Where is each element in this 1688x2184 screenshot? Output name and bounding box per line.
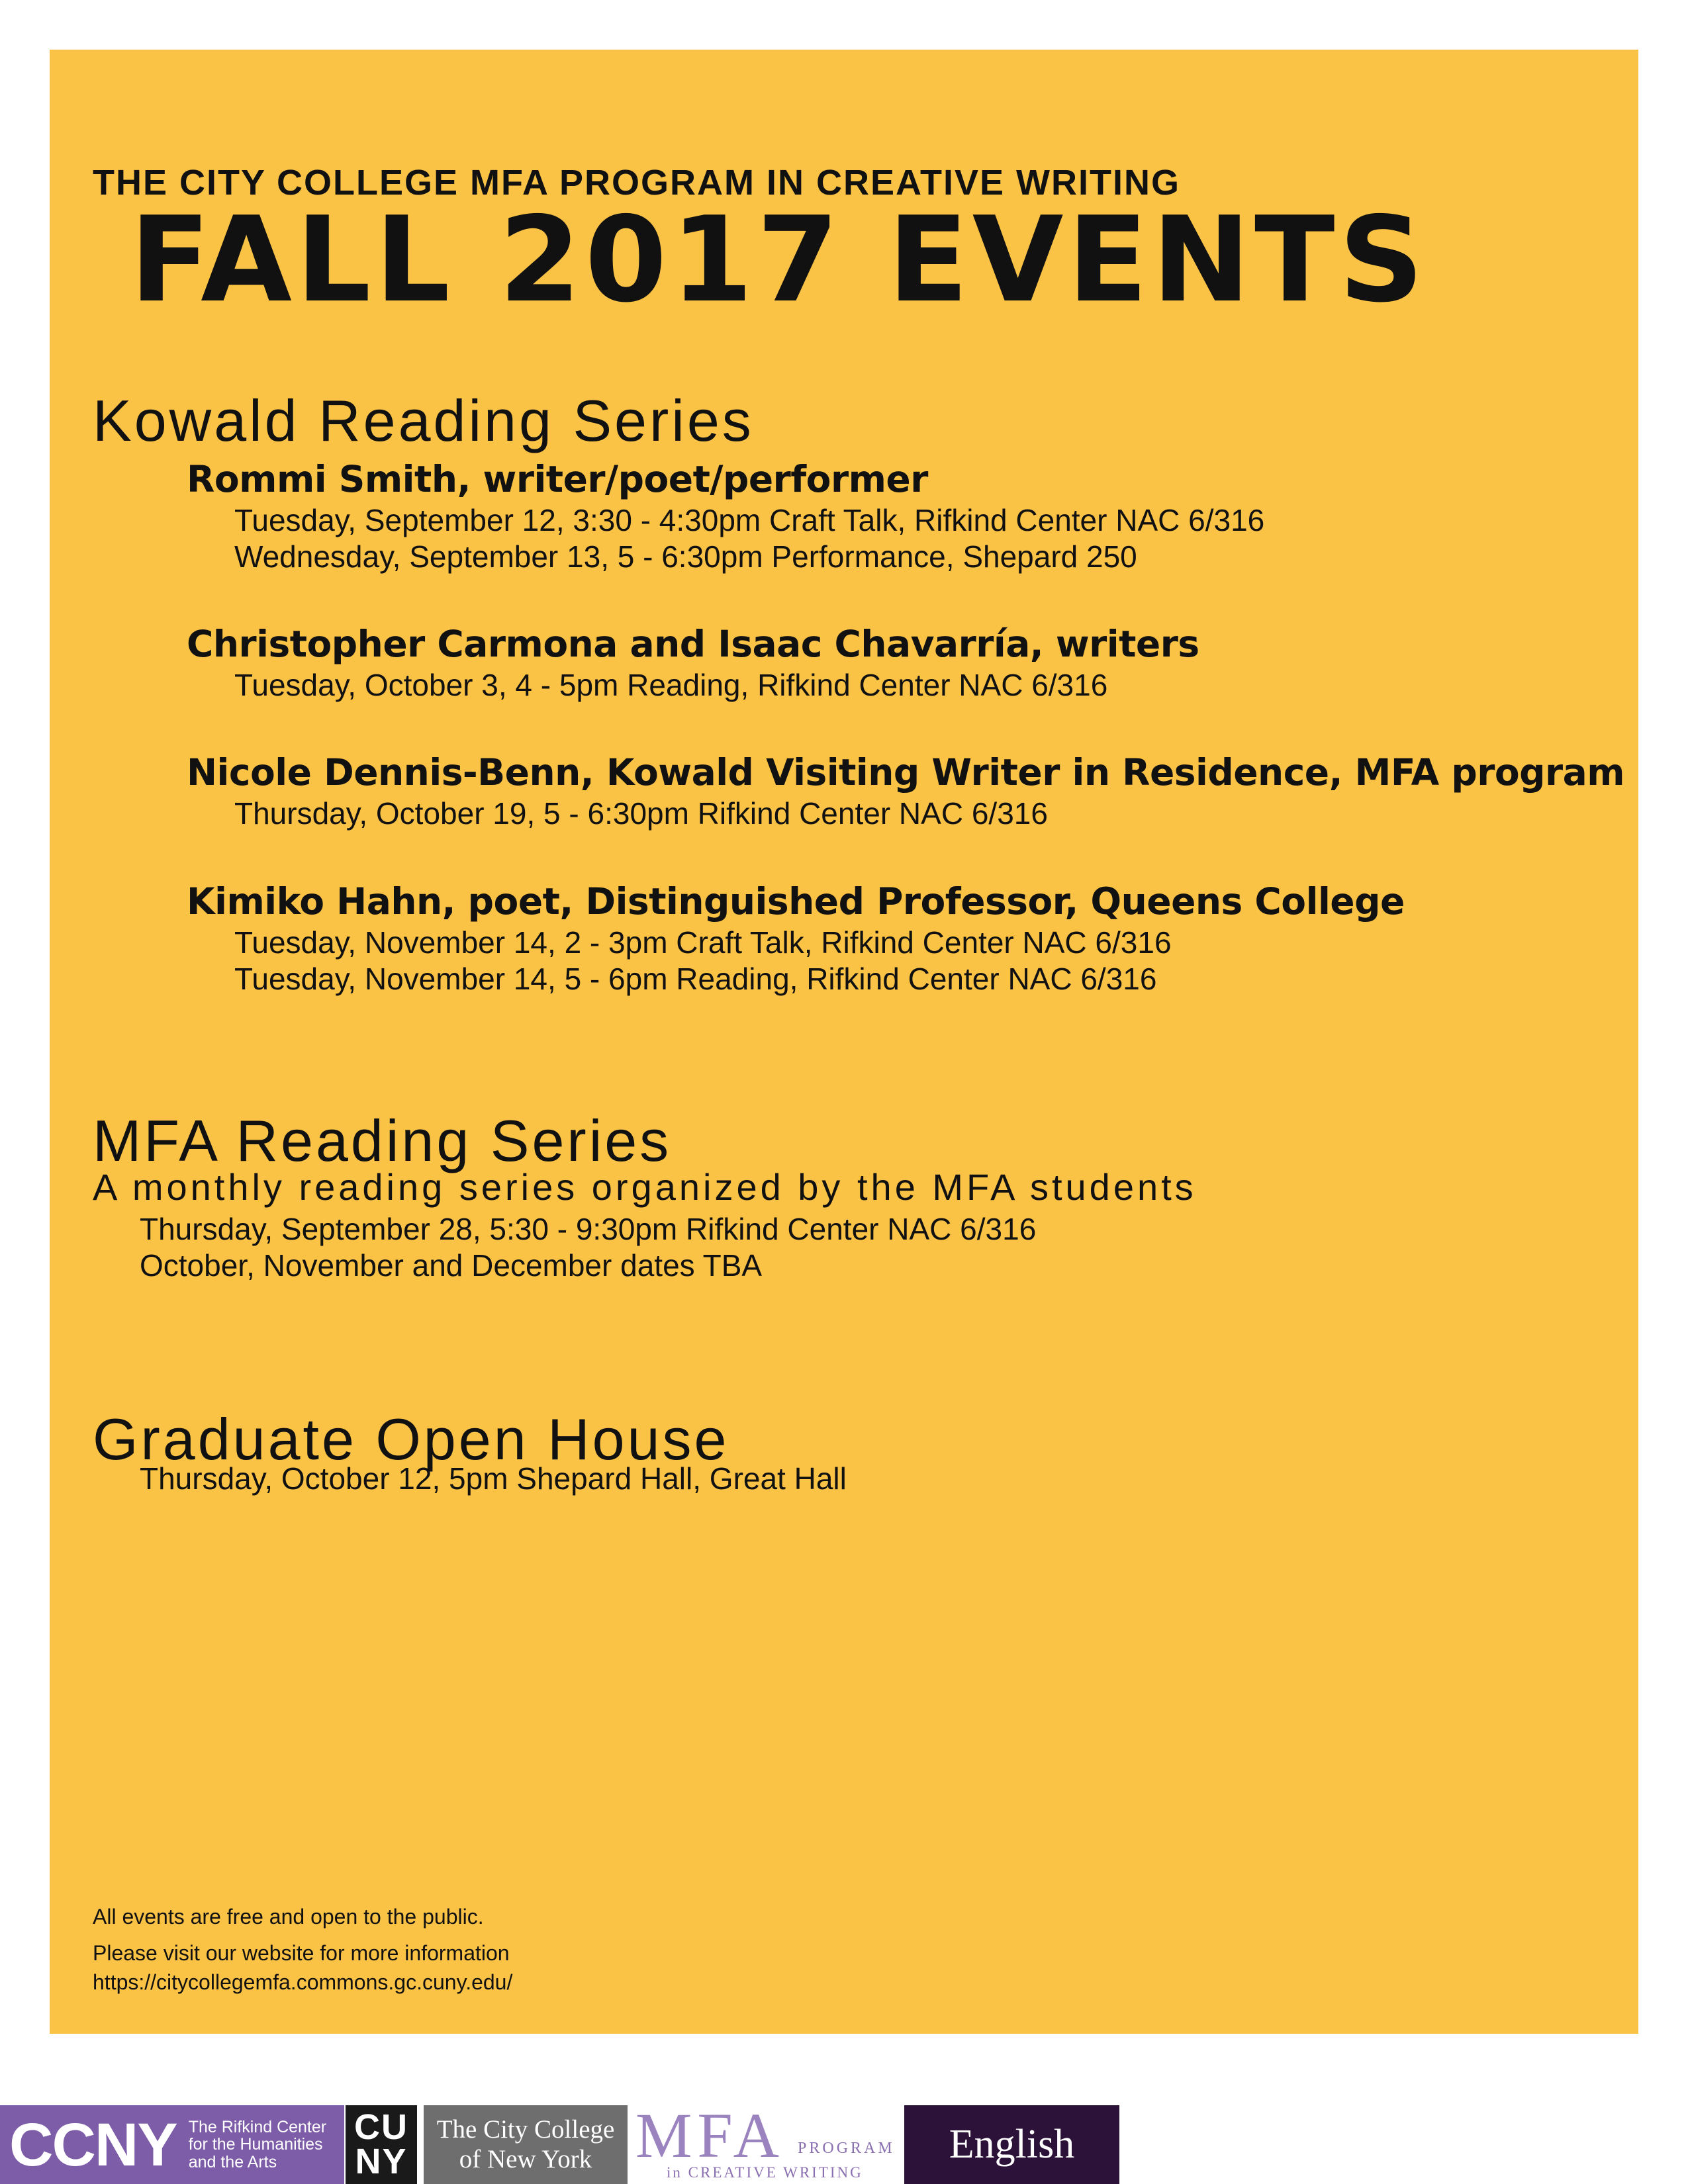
event-line: Wednesday, September 13, 5 - 6:30pm Performance, Shepard 250 xyxy=(234,539,1137,574)
english-dept-logo xyxy=(904,2105,1119,2184)
city-college-logo xyxy=(424,2105,628,2184)
mfa-creative-writing-label: in CREATIVE WRITING xyxy=(667,2164,863,2181)
free-note: All events are free and open to the public. xyxy=(93,1905,484,1929)
event-name-hahn: Kimiko Hahn, poet, Distinguished Professor, Queens College xyxy=(187,880,1405,923)
mfa-wordmark: MFA xyxy=(635,2105,784,2171)
event-line: Tuesday, September 12, 3:30 - 4:30pm Craft Talk, Rifkind Center NAC 6/316 xyxy=(234,503,1265,537)
open-house-title: Graduate Open House xyxy=(93,1406,729,1472)
event-line: Thursday, October 19, 5 - 6:30pm Rifkind Center NAC 6/316 xyxy=(234,796,1048,831)
visit-note: Please visit our website for more information xyxy=(93,1941,510,1965)
event-line: Tuesday, November 14, 2 - 3pm Craft Talk, Rifkind Center NAC 6/316 xyxy=(234,925,1172,960)
ccny-wordmark: CCNY xyxy=(9,2111,177,2179)
event-line: October, November and December dates TBA xyxy=(140,1248,763,1283)
event-line: Tuesday, October 3, 4 - 5pm Reading, Rifkind Center NAC 6/316 xyxy=(234,668,1108,702)
mfa-series-subtitle: A monthly reading series organized by the MFA students xyxy=(93,1166,1197,1208)
website-link[interactable]: https://citycollegemfa.commons.gc.cuny.edu/ xyxy=(93,1970,513,1994)
event-line: Thursday, October 12, 5pm Shepard Hall, Great Hall xyxy=(140,1461,847,1496)
city-college-line-2: of New York xyxy=(459,2144,592,2173)
ccny-logo xyxy=(0,2105,344,2184)
event-name-smith: Rommi Smith, writer/poet/performer xyxy=(187,458,928,500)
mfa-logo xyxy=(632,2105,897,2184)
english-label: English xyxy=(949,2122,1075,2167)
rifkind-center-label: The Rifkind Center for the Humanities and the Arts xyxy=(188,2118,327,2171)
page-title: FALL 2017 EVENTS xyxy=(130,191,1428,328)
program-title: THE CITY COLLEGE MFA PROGRAM IN CREATIVE WRITING xyxy=(93,163,1181,203)
mfa-program-label: PROGRAM xyxy=(798,2140,895,2157)
mfa-series-title: MFA Reading Series xyxy=(93,1108,672,1173)
cuny-logo xyxy=(346,2105,417,2184)
event-name-dennis-benn: Nicole Dennis-Benn, Kowald Visiting Writer in Residence, MFA program xyxy=(187,751,1625,794)
city-college-line-1: The City College xyxy=(436,2115,615,2144)
event-line: Thursday, September 28, 5:30 - 9:30pm Rifkind Center NAC 6/316 xyxy=(140,1212,1037,1246)
kowald-series-title: Kowald Reading Series xyxy=(93,388,754,453)
event-name-carmona-chavarria: Christopher Carmona and Isaac Chavarría, writers xyxy=(187,623,1199,665)
cuny-line-2: NY xyxy=(355,2141,408,2181)
event-line: Tuesday, November 14, 5 - 6pm Reading, Rifkind Center NAC 6/316 xyxy=(234,962,1157,996)
cuny-line-1: CU xyxy=(354,2107,408,2148)
poster-panel xyxy=(50,50,1638,2034)
